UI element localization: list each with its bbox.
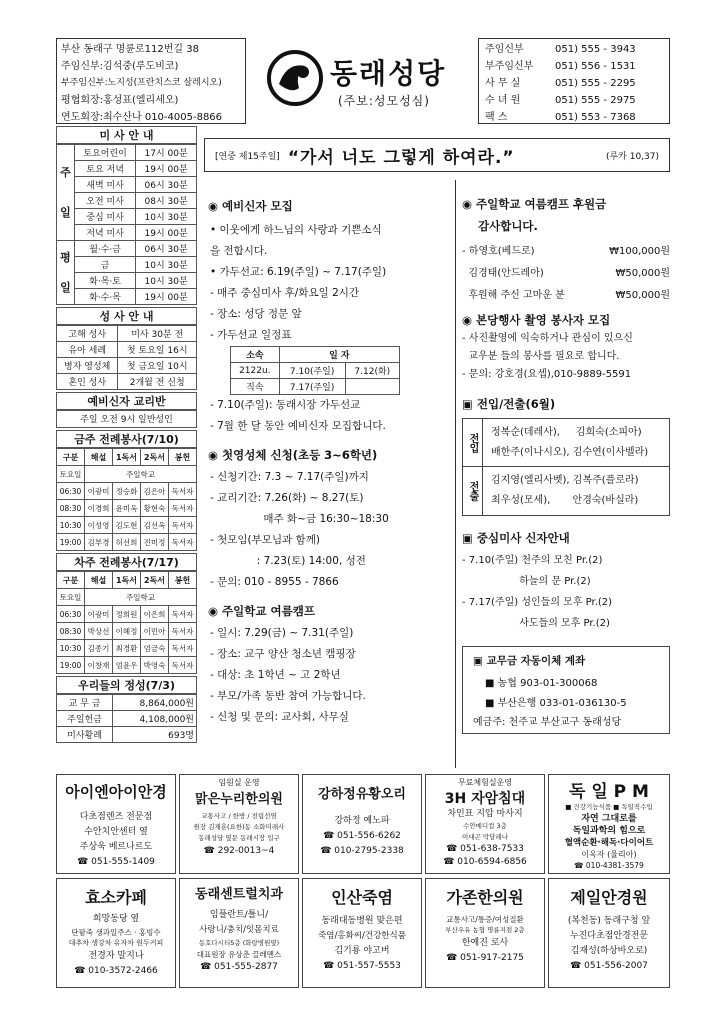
sacrament-info: 미사 30분 전: [118, 326, 197, 342]
cell: 김은아: [141, 483, 169, 500]
text-line: 하늘의 문 Pr.(2): [462, 576, 591, 587]
person-line: 최우성(모세), 안경숙(바실라): [491, 495, 639, 506]
cell: 이창재: [85, 657, 113, 674]
contact-label: 사 무 실: [485, 78, 521, 89]
offering-label: 주일헌금: [57, 711, 113, 727]
ad-line: ☎ 010-2795-2338: [320, 846, 404, 856]
ad-line: 혈액순환·해독·다이어트: [564, 838, 654, 848]
ad-line: 수안메디컬 3층: [463, 822, 507, 830]
ad-phone: ☎ 051-638-7533: [446, 844, 524, 854]
offering-title: 우리들의 정성(7/3): [56, 676, 197, 694]
ad-phone: ☎ 051-557-5553: [323, 961, 401, 971]
person-line: 김지영(엘리사벳), 김복주(플로라): [491, 475, 639, 486]
cell: 이민아: [141, 623, 169, 640]
in-label: 전입: [463, 419, 483, 467]
ad-name: 제일안경원: [570, 888, 648, 907]
sacrament-name: 유아 세례: [57, 342, 118, 358]
ad-ini-glasses: [56, 774, 176, 874]
text-line: - 문의: 강호경(요셉),010-9889-5591: [462, 369, 632, 380]
ad-line: ■ 건강기능식품 ■ 독일직수입: [565, 803, 653, 811]
offering-label: 미사황례: [57, 727, 113, 743]
sacrament-table: [56, 325, 197, 390]
mass-name: 새벽 미사: [75, 177, 136, 193]
col-head: 봉헌: [169, 572, 197, 589]
offering-label: 교 무 금: [57, 695, 113, 711]
middle-column: [204, 180, 456, 768]
cell: 10:30: [57, 517, 85, 534]
gospel-banner: [204, 138, 670, 172]
ad-line: 사랑니/충치/잇몸치료: [199, 925, 279, 935]
cell: 7.10(주일): [279, 363, 345, 379]
mass-time: 10시 30분: [136, 257, 197, 273]
cell: 정승화: [113, 483, 141, 500]
sacrament-name: 병자 영성체: [57, 358, 118, 374]
cell: 2122u.: [231, 363, 280, 379]
mass-time: 10시 30분: [136, 273, 197, 289]
ad-dokil-pm: [548, 774, 670, 874]
col-head: 봉헌: [169, 449, 197, 466]
ad-line: 이옥자 (율리아): [581, 850, 637, 859]
ad-line: 한예진 로사: [461, 938, 509, 948]
cell: 10:30: [57, 640, 85, 657]
serve1-table: [56, 448, 197, 551]
text-line: - 대상: 초 1학년 ~ 고 2학년: [210, 669, 341, 681]
col-head: 소속: [231, 347, 280, 363]
ad-line: 희망동당 옆: [92, 914, 140, 924]
mass-time: 17시 00분: [136, 145, 197, 161]
text-line: - 부모/가족 동반 참여 가능합니다.: [210, 690, 366, 702]
r-s1-title: ◉ 주일학교 여름캠프 후원금: [462, 197, 607, 211]
contact-row: [485, 41, 663, 58]
col-head: 2독서: [141, 572, 169, 589]
ad-line: ☎ 051-555-1409: [77, 857, 155, 867]
ad-name: 독 일 P M: [569, 782, 649, 802]
col-head: 일 자: [279, 347, 399, 363]
col-head: 해설: [85, 572, 113, 589]
sacrament-name: 혼인 성사: [57, 374, 118, 390]
mass-time: 06시 30분: [136, 177, 197, 193]
cell: 토요일: [57, 466, 85, 483]
text-line: - 매주 중심미사 후/화요일 2시간: [210, 287, 360, 299]
ad-phone: ☎ 010-4381-3579: [574, 861, 644, 870]
catechumen-text: 주일 오전 9시 일반성인: [56, 410, 197, 428]
ad-hyoso-cafe: [56, 878, 176, 988]
contact-label: 팩 스: [485, 112, 508, 123]
col-head: 2독서: [141, 449, 169, 466]
mass-name: 저녁 미사: [75, 225, 136, 241]
cell: 독서자: [169, 534, 197, 551]
cell: 독서자: [169, 640, 197, 657]
header-right-box: [478, 38, 670, 124]
weekday-label: 평 일: [57, 241, 75, 305]
text-line: - 장소: 성당 정문 앞: [210, 308, 302, 320]
banner-ref: (루카 10,37): [605, 151, 659, 162]
account-holder: 예금주: 천주교 부산교구 동래성당: [473, 717, 622, 728]
ad-line: 동호다시티5층 (화랑병원옆): [198, 939, 280, 947]
cell: 06:30: [57, 483, 85, 500]
serve2-title: 차주 전례봉사(7/17): [56, 553, 197, 571]
cell: 박상선: [85, 623, 113, 640]
text-line: - 7.10(주일) 천주의 모친 Pr.(2): [462, 555, 603, 566]
sacrament-name: 고해 성사: [57, 326, 118, 342]
ad-3h-bed: [425, 774, 545, 874]
sacrament-info: 첫 금요일 10시: [118, 358, 197, 374]
text-line: • 가두선교: 6.19(주일) ~ 7.17(주일): [210, 266, 387, 278]
person-line: 배한주(이나시오), 김수연(이사벨라): [491, 446, 649, 458]
out-label: 전출: [463, 467, 483, 515]
catechumen-title: 예비신자 교리반: [56, 392, 197, 410]
ad-phone: ☎ 010-3572-2466: [74, 966, 158, 976]
transfer-box: [462, 418, 670, 516]
ad-phone: ☎ 292-0013~4: [203, 846, 275, 856]
cell: 김도현: [113, 517, 141, 534]
r-s4-title: ▣ 중심미사 신자안내: [462, 531, 570, 545]
ad-central-dental: [179, 878, 299, 988]
ad-line: 김재성(하상바오로): [570, 946, 648, 956]
ad-line: 동래대동병원 맞은편: [321, 916, 403, 926]
ad-insan-jukyeom: [302, 878, 422, 988]
mass-name: 월·수·금: [75, 241, 136, 257]
church-title: 동래성당: [330, 57, 447, 90]
text-line: 교우분 들의 봉사를 필요로 합니다.: [462, 351, 620, 362]
cell: 19:00: [57, 534, 85, 551]
cell: 이성영: [85, 517, 113, 534]
contact-label: 부주임신부: [485, 61, 534, 72]
text-line: - 신청기간: 7.3 ~ 7.17(주일)까지: [210, 471, 369, 483]
ad-jeil-optical: [548, 878, 670, 988]
r-s3-title: ▣ 전입/전출(6월): [462, 397, 556, 411]
ad-name: 동래센트럴치과: [195, 887, 283, 902]
ad-malgeun-nuri: [179, 774, 299, 874]
mass-name: 금: [75, 257, 136, 273]
cell: 이경희: [85, 500, 113, 517]
cell: 김부경: [85, 534, 113, 551]
ad-tag: 무료체험실운영: [457, 778, 513, 787]
ad-line: 대추차 생강차 유자차 원두커피: [68, 939, 164, 947]
col-head: 해설: [85, 449, 113, 466]
contact-row: [485, 58, 663, 75]
cell: 주일학교: [85, 589, 197, 606]
ad-line: 강하정 예노파: [334, 816, 390, 826]
contact-row: [485, 92, 663, 109]
ad-name: 아이엔아이안경: [65, 783, 167, 801]
assistant-pastor: 부주임신부:노지성(프란치스코 살레시오): [61, 78, 222, 88]
donor-row: 김경태(안드레아) ₩50,000원: [462, 267, 670, 279]
banner-tag: [연중 제15주일]: [215, 151, 280, 162]
col-head: 1독서: [113, 449, 141, 466]
mass-time: 10시 30분: [136, 209, 197, 225]
ad-line: 임플란트/틀니/: [209, 910, 269, 920]
cell: 황현숙: [141, 500, 169, 517]
sacrament-title: 성 사 안 내: [56, 307, 197, 325]
church-logo: [265, 48, 325, 108]
contact-number: 051) 555 - 2295: [555, 78, 636, 89]
ad-phone: ☎ 051-555-2877: [200, 962, 278, 972]
ad-line: 대표원장 유상춘 끌레멘스: [196, 950, 282, 959]
text-line: 매주 화~금 16:30~18:30: [210, 513, 389, 525]
cell: 이혜정: [113, 623, 141, 640]
ad-line: (복천동) 동래구청 앞: [567, 916, 651, 926]
mass-time: 19시 00분: [136, 161, 197, 177]
text-line: - 첫모임(부모님과 함께): [210, 534, 320, 546]
text-line: : 7.23(토) 14:00, 성전: [210, 555, 366, 567]
contact-number: 051) 556 - 1531: [555, 61, 636, 72]
sacrament-info: 2개월 전 신청: [118, 374, 197, 390]
col-head: 구분: [57, 572, 85, 589]
ad-line: 죽염/홍화씨/건강한식품: [318, 931, 406, 941]
yeondo-president: 연도회장:최수산나 010-4005-8866: [61, 112, 223, 123]
ad-line: 단팥죽 생과일주스 · 홍빙수: [71, 928, 161, 937]
ad-line: 독일과학의 힘으로: [572, 826, 646, 836]
text-line: - 가두선교 일정표: [210, 329, 292, 341]
text-line: - 7.17(주일) 성인들의 모후 Pr.(2): [462, 597, 613, 608]
bank-title: ▣ 교무금 자동이체 계좌: [473, 655, 586, 667]
ad-gajon-clinic: [425, 878, 545, 988]
ad-tag: 임원실 운영: [218, 778, 260, 787]
street-mission-table: [230, 346, 400, 395]
text-line: - 교리기간: 7.26(화) ~ 8.27(토): [210, 492, 364, 504]
r-s2-title: ◉ 본당행사 촬영 봉사자 모집: [462, 313, 611, 327]
ad-line: 김기룡 야고버: [334, 946, 390, 956]
ad-name: 3H 자암침대: [444, 791, 526, 807]
ad-line: 누진다초점안경전문: [569, 931, 649, 941]
cell: 독서자: [169, 500, 197, 517]
contact-label: 주임신부: [485, 44, 524, 55]
cell: 윤미옥: [113, 500, 141, 517]
text-line: - 문의: 010 - 8955 - 7866: [210, 576, 339, 588]
ad-name: 맑은누리한의원: [195, 792, 283, 807]
ad-phone: ☎ 051-556-2007: [570, 961, 648, 971]
ad-name: 효소카페: [85, 888, 147, 907]
text-line: - 7.10(주일): 동래시장 가두선교: [210, 399, 361, 411]
mass-time: 19시 00분: [136, 289, 197, 305]
thanks-text: 감사합니다.: [478, 219, 538, 233]
text-line: 을 전합시다.: [210, 245, 268, 257]
header-left-box: [56, 38, 246, 124]
ad-line: 교통사고 / 한방 / 전립선염: [201, 812, 277, 820]
mass-name: 토요어린이: [75, 145, 136, 161]
mass-name: 토요 저녁: [75, 161, 136, 177]
church-subtitle: (주보:성모성심): [338, 94, 430, 108]
cell: 진미정: [141, 534, 169, 551]
cell: [345, 379, 399, 395]
mass-time: 08시 30분: [136, 193, 197, 209]
text-line: - 7월 한 달 동안 예비신자 모집합니다.: [210, 420, 386, 432]
cell: 이은희: [141, 606, 169, 623]
cell: 독서자: [169, 657, 197, 674]
mass-name: 화·수·목: [75, 289, 136, 305]
col-head: 구분: [57, 449, 85, 466]
text-line: 사도들의 모후 Pr.(2): [462, 618, 610, 629]
contact-row: [485, 109, 663, 126]
bank-box: [462, 646, 670, 734]
contact-row: [485, 75, 663, 92]
cell: 김선옥: [141, 517, 169, 534]
sunday-label: 주 일: [57, 145, 75, 241]
cell: 독서자: [169, 517, 197, 534]
cell: 김종기: [85, 640, 113, 657]
cell: 토요일: [57, 589, 85, 606]
mass-title: 미 사 안 내: [56, 126, 197, 144]
cell: 독서자: [169, 606, 197, 623]
right-column: [462, 180, 670, 734]
text-line: - 일시: 7.29(금) ~ 7.31(주일): [210, 627, 354, 639]
mass-name: 오전 미사: [75, 193, 136, 209]
ad-line: 자연 그대로를: [581, 814, 637, 824]
ad-line: 다초점렌즈 전문점: [79, 812, 153, 822]
mass-time: 06시 30분: [136, 241, 197, 257]
cell: 주일학교: [85, 466, 197, 483]
text-line: - 장소: 교구 양산 청소년 캠핑장: [210, 648, 356, 660]
ad-phone: ☎ 010-6594-6856: [443, 857, 527, 867]
contact-label: 수 녀 원: [485, 95, 521, 106]
council-president: 평협회장:홍성표(엘리세오): [61, 95, 179, 106]
mass-name: 중심 미사: [75, 209, 136, 225]
contact-number: 051) 555 - 2975: [555, 95, 636, 106]
text-line: • 이웃에게 하느님의 사랑과 기쁜소식: [210, 224, 382, 236]
contact-number: 051) 555 - 3943: [555, 44, 636, 55]
ad-ganghajeong: [302, 774, 422, 874]
text-line: - 사진촬영에 익숙하거나 관심이 있으신: [462, 333, 633, 344]
person-line: 정복순(데레사), 김희숙(소피아): [491, 426, 642, 438]
cell: 직속: [231, 379, 280, 395]
cell: 08:30: [57, 623, 85, 640]
cell: 독서자: [169, 623, 197, 640]
serve1-title: 금주 전례봉사(7/10): [56, 430, 197, 448]
cell: 독서자: [169, 483, 197, 500]
cell: 박영숙: [141, 657, 169, 674]
offering-value: 8,864,000원: [113, 695, 197, 711]
ad-line: 동래성당 옆문 동래시장 입구: [198, 834, 280, 842]
ad-name: 가존한의원: [446, 888, 524, 907]
cell: 06:30: [57, 606, 85, 623]
mass-time: 19시 00분: [136, 225, 197, 241]
serve2-table: [56, 571, 197, 674]
ad-name: 강하정유황오리: [318, 787, 406, 802]
ad-phone: ☎ 051-917-2175: [446, 953, 524, 963]
contact-number: 051) 553 - 7368: [555, 112, 636, 123]
cell: 이광미: [85, 483, 113, 500]
bank-account: ■ 부산은행 033-01-036130-5: [485, 698, 627, 709]
cell: 19:00: [57, 657, 85, 674]
ad-line: 수안치안센터 옆: [84, 827, 148, 837]
cell: 7.17(주일): [279, 379, 345, 395]
ad-line: 전경자 말지나: [88, 951, 144, 961]
address: 부산 동래구 명륜로112번길 38: [61, 44, 199, 55]
cell: 08:30: [57, 500, 85, 517]
cell: 엄윤우: [113, 657, 141, 674]
left-column: [56, 126, 197, 743]
ad-name: 인산죽염: [331, 888, 393, 907]
cell: 최경환: [113, 640, 141, 657]
cell: 엄금숙: [141, 640, 169, 657]
banner-quote: “가서 너도 그렇게 하여라.”: [287, 147, 515, 168]
cell: 7.12(화): [345, 363, 399, 379]
s3-title: ◉ 주일학교 여름캠프: [208, 604, 315, 618]
cell: 이광미: [85, 606, 113, 623]
bank-account: ■ 농협 903-01-300068: [485, 678, 598, 689]
col-head: 1독서: [113, 572, 141, 589]
text-line: - 신청 및 문의: 교사회, 사무실: [210, 711, 349, 723]
pastor: 주임신부:김석중(루도비코): [61, 61, 179, 72]
ad-line: 원장 김재훈(요한)동 소화미래사: [193, 823, 285, 831]
ad-line: 차인표 지압 마사지: [447, 809, 523, 819]
s1-title: ◉ 예비신자 모집: [208, 199, 293, 213]
mass-schedule: [56, 144, 197, 305]
s2-title: ◉ 첫영성체 신청(초등 3~6학년): [208, 448, 378, 462]
offering-value: 4,108,000원: [113, 711, 197, 727]
cell: 정희원: [113, 606, 141, 623]
cell: 허선희: [113, 534, 141, 551]
offering-value: 693명: [113, 727, 197, 743]
ad-line: 주상욱 베르나르도: [79, 842, 153, 852]
ad-line: 교통사고/통증/여성질환: [446, 915, 524, 924]
sacrament-info: 첫 토요일 16시: [118, 342, 197, 358]
donor-row: 후원해 주신 고마운 분 ₩50,000원: [462, 289, 670, 301]
ad-line: 이대곤 막달레나: [461, 833, 509, 841]
donor-row: - 하영호(베드로) ₩100,000원: [462, 245, 670, 257]
mass-name: 화·목·토: [75, 273, 136, 289]
offering-table: [56, 694, 197, 743]
ad-line: 부산우유 농협 명륜지점 2층: [445, 926, 525, 934]
ad-line: ☎ 051-556-6262: [323, 831, 401, 841]
